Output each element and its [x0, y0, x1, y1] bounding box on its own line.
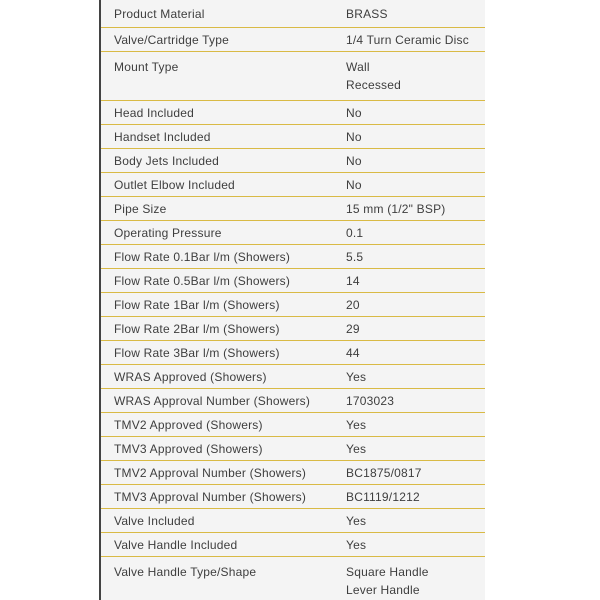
row-label: Valve Included	[114, 513, 195, 528]
table-row	[101, 197, 485, 221]
row-label: TMV2 Approved (Showers)	[114, 417, 263, 432]
table-row	[101, 533, 485, 557]
table-row	[101, 0, 485, 28]
row-value-line: Yes	[346, 369, 367, 384]
row-label: Operating Pressure	[114, 225, 222, 240]
table-row	[101, 101, 485, 125]
row-value-line: Lever Handle	[346, 583, 420, 597]
table-row	[101, 509, 485, 533]
table-row	[101, 389, 485, 413]
row-value-line: 5.5	[346, 249, 364, 264]
row-value-line: 20	[346, 297, 360, 312]
row-value-line: 14	[346, 273, 360, 288]
table-row	[101, 221, 485, 245]
row-label: TMV3 Approval Number (Showers)	[114, 489, 307, 504]
row-label: Flow Rate 3Bar l/m (Showers)	[114, 345, 280, 360]
row-label: Handset Included	[114, 129, 211, 144]
table-row	[101, 461, 485, 485]
row-value	[346, 224, 477, 242]
table-row	[101, 149, 485, 173]
row-value-line: Wall	[346, 60, 370, 74]
row-value	[346, 200, 477, 218]
row-value-line: 15 mm (1/2" BSP)	[346, 201, 446, 216]
row-value-line: No	[346, 153, 362, 168]
row-value	[346, 563, 477, 599]
row-value	[346, 31, 477, 49]
row-value-line: No	[346, 129, 362, 144]
table-row	[101, 317, 485, 341]
table-row	[101, 293, 485, 317]
row-value-line: Yes	[346, 537, 367, 552]
table-row	[101, 365, 485, 389]
row-value-line: 44	[346, 345, 360, 360]
row-value-line: Yes	[346, 417, 367, 432]
row-value-line: No	[346, 105, 362, 120]
row-value	[346, 536, 477, 554]
row-label: TMV3 Approved (Showers)	[114, 441, 263, 456]
table-row	[101, 245, 485, 269]
row-value	[346, 58, 477, 94]
row-value	[346, 464, 477, 482]
row-label: Body Jets Included	[114, 153, 219, 168]
row-value	[346, 176, 477, 194]
row-value	[346, 248, 477, 266]
row-label: Product Material	[114, 7, 205, 21]
row-value	[346, 440, 477, 458]
table-row	[101, 413, 485, 437]
row-value	[346, 392, 477, 410]
row-label: Outlet Elbow Included	[114, 177, 235, 192]
row-value	[346, 272, 477, 290]
row-value-line: 1/4 Turn Ceramic Disc	[346, 32, 469, 47]
row-label: Flow Rate 2Bar l/m (Showers)	[114, 321, 280, 336]
row-label: Mount Type	[114, 60, 179, 74]
row-value-line: Recessed	[346, 78, 401, 92]
row-label: Flow Rate 1Bar l/m (Showers)	[114, 297, 280, 312]
table-row	[101, 173, 485, 197]
table-row	[101, 28, 485, 52]
row-value	[346, 488, 477, 506]
row-label: Flow Rate 0.5Bar l/m (Showers)	[114, 273, 291, 288]
row-value	[346, 416, 477, 434]
row-label: Valve Handle Type/Shape	[114, 565, 257, 579]
table-row	[101, 269, 485, 293]
row-label: Valve/Cartridge Type	[114, 32, 229, 47]
table-row	[101, 437, 485, 461]
row-label: Pipe Size	[114, 201, 167, 216]
row-value	[346, 296, 477, 314]
table-row	[101, 341, 485, 365]
row-value-line: BC1119/1212	[346, 489, 420, 504]
row-value	[346, 5, 477, 23]
row-value	[346, 104, 477, 122]
row-label: Head Included	[114, 105, 194, 120]
row-value-line: 0.1	[346, 225, 364, 240]
row-value-line: No	[346, 177, 362, 192]
row-value-line: Yes	[346, 441, 367, 456]
row-value-line: Square Handle	[346, 565, 429, 579]
row-value	[346, 152, 477, 170]
table-row	[101, 125, 485, 149]
row-value	[346, 512, 477, 530]
row-value-line: BRASS	[346, 7, 388, 21]
row-label: TMV2 Approval Number (Showers)	[114, 465, 307, 480]
row-label: Flow Rate 0.1Bar l/m (Showers)	[114, 249, 291, 264]
row-value	[346, 320, 477, 338]
row-value-line: 29	[346, 321, 360, 336]
table-row	[101, 557, 485, 600]
row-label: WRAS Approved (Showers)	[114, 369, 267, 384]
row-value	[346, 368, 477, 386]
specification-table	[99, 0, 485, 600]
row-label: WRAS Approval Number (Showers)	[114, 393, 311, 408]
row-value-line: 1703023	[346, 393, 395, 408]
table-row	[101, 52, 485, 101]
row-value-line: Yes	[346, 513, 367, 528]
table-row	[101, 485, 485, 509]
row-value	[346, 344, 477, 362]
row-value	[346, 128, 477, 146]
row-label: Valve Handle Included	[114, 537, 238, 552]
row-value-line: BC1875/0817	[346, 465, 422, 480]
